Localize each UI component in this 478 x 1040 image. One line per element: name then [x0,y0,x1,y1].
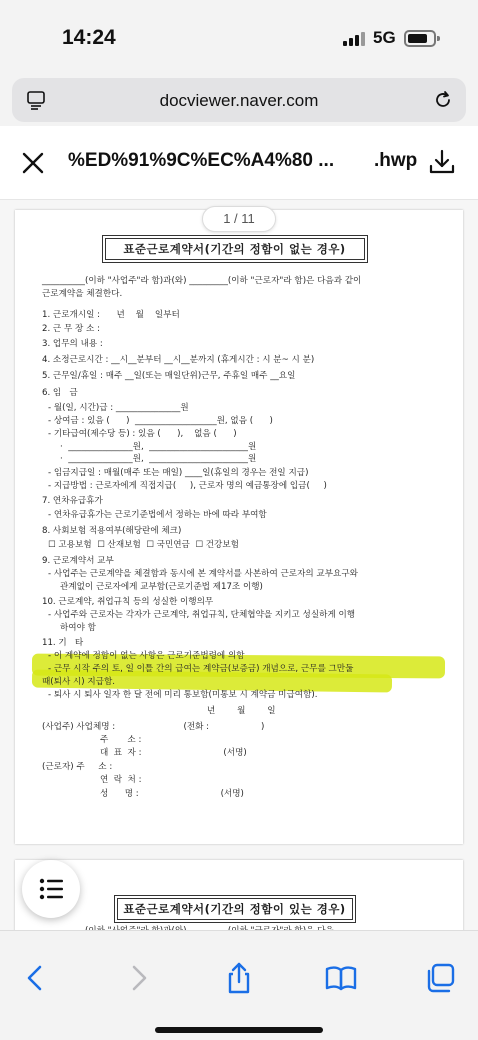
doc-line: - 임금지급일 : 매월(매주 또는 매일) ____일(휴일의 경우는 전일 지급) [48,468,309,478]
bookmarks-icon[interactable] [324,961,358,995]
doc-line: 성 명 : (서명) [100,789,244,799]
doc-date-line: 년 월 일 [207,706,276,716]
document-content [42,238,427,799]
list-icon [39,878,63,900]
doc-line: - 사업주는 근로계약을 체결함과 동시에 본 계약서를 사본하여 근로자의 교부요구와 [48,569,358,579]
doc-line: (근로자) 주 소 : [42,762,113,772]
doc-line: (사업주) 사업체명 : (전화 : ) [42,722,265,732]
status-bar [0,0,478,74]
address-bar[interactable] [12,78,466,122]
doc-line: ☐ 고용보험 ☐ 산재보험 ☐ 국민연금 ☐ 건강보험 [48,540,239,550]
doc-line: 2. 근 무 장 소 : [42,324,100,334]
doc-line: 4. 소정근로시간 : __시__분부터 __시__분까지 (휴게시간 : 시 분~ 시 분) [42,355,315,365]
doc-line: __________(이하 "사업주"라 함)과(와) _________(이하 "근로자"라 함)은 다음과 같이 [42,276,362,286]
doc-line-highlighted: 때(퇴사 시) 지급함. [42,677,116,687]
tabs-icon[interactable] [424,961,458,995]
page-indicator: 1 / 11 [202,206,276,232]
doc-line: 6. 임 금 [42,388,78,398]
home-indicator [155,1027,323,1033]
browser-toolbar [0,930,478,1040]
document-heading: 표준근로계약서(기간의 정함이 없는 경우) [105,238,365,260]
doc-line: - 사업주와 근로자는 각자가 근로계약, 취업규칙, 단체협약을 지키고 성실하게 이행 [48,610,356,620]
back-icon[interactable] [18,961,52,995]
browser-address-area [0,74,478,126]
menu-button[interactable] [22,860,80,918]
doc-line: 9. 근로계약서 교부 [42,556,114,566]
doc-line: · _______________원, _______________________원 [60,454,257,464]
document-content-page-2 [42,898,427,934]
doc-line-highlighted: - 근무 시작 주의 토, 일 이틀 간의 급여는 계약금(보증금) 개념으로, 근무를 그만둘 [48,664,354,674]
doc-line: 11. 기 타 [42,638,84,648]
doc-line: - 월(일, 시간)급 : _______________원 [48,403,189,413]
battery-icon [404,30,436,47]
doc-line: 대 표 자 : (서명) [100,748,247,758]
network-label: 5G [373,28,396,47]
doc-line: - 연차유급휴가는 근로기준법에서 정하는 바에 따라 부여함 [48,510,267,520]
document-title: %ED%91%9C%EC%A4%80 ... [68,150,335,171]
doc-line: 근로계약을 체결한다. [42,289,123,299]
url-text[interactable]: docviewer.naver.com [159,91,319,110]
doc-line: 관계없이 근로자에게 교부함(근로기준법 제17조 이행) [60,582,263,592]
doc-line: - 지급방법 : 근로자에게 직접지급( ), 근로자 명의 예금통장에 입금( ) [48,481,327,491]
reload-icon[interactable] [432,89,454,111]
document-viewer[interactable] [0,200,478,930]
viewer-header [0,126,478,200]
doc-line: 7. 연차유급휴가 [42,496,103,506]
doc-line: · _______________원, _______________________원 [60,442,257,452]
doc-line: - 기타급여(제수당 등) : 있음 ( ), 없음 ( ) [48,429,237,439]
document-heading-2: 표준근로계약서(기간의 정함이 있는 경우) [117,898,353,920]
doc-line: - 이 계약에 정함이 없는 사항은 근로기준법령에 의함 [48,651,245,661]
doc-line: 3. 업무의 내용 : [42,339,103,349]
share-icon[interactable] [222,961,256,995]
status-time: 14:24 [62,26,116,49]
signal-icon [343,32,365,46]
doc-line-highlighted: - 퇴사 시 퇴사 일자 한 달 전에 미리 통보함(미통보 시 계약금 미급여함). [48,690,318,700]
doc-line: 연 락 처 : [100,775,142,785]
document-extension: .hwp [374,150,418,171]
doc-line: 10. 근로계약, 취업규칙 등의 성실한 이행의무 [42,597,214,607]
doc-line: 하여야 함 [60,623,96,633]
forward-icon[interactable] [122,961,156,995]
doc-line: 8. 사회보험 적용여부(해당란에 체크) [42,526,182,536]
doc-line: - 상여금 : 있음 ( ) ___________________원, 없음 ( ) [48,416,273,426]
download-icon[interactable] [428,148,456,176]
doc-line: 1. 근로개시일 : 년 월 일부터 [42,310,180,320]
doc-line: 5. 근무일/휴일 : 매주 __일(또는 매일단위)근무, 주휴일 매주 __요일 [42,371,296,381]
close-icon[interactable] [20,150,46,176]
doc-line: 주 소 : [100,735,142,745]
